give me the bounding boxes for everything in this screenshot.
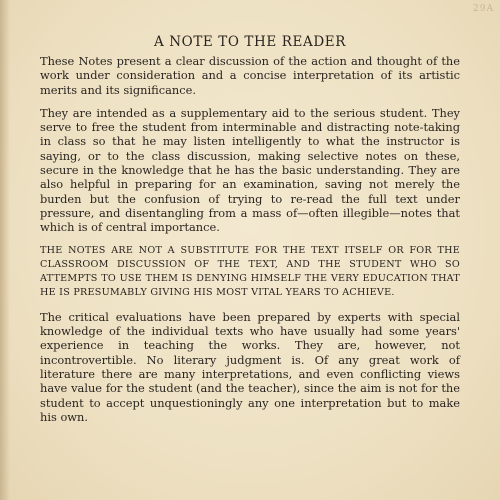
page-heading: A NOTE TO THE READER [154,34,346,50]
paragraph-warning: THE NOTES ARE NOT A SUBSTITUTE FOR THE TEXT ITSELF OR FOR THE CLASSROOM DISCUSSION OF THE TEXT, AND THE STUDENT WHO SO ATTEMPTS TO USE THEM IS DENYING HIMSELF THE VERY EDUCATION THAT HE IS PRESUMABLY GIVING HIS MOST VITAL YEARS TO ACHIEVE. [40,244,460,299]
paragraph-intro: These Notes present a clear discussion of the action and thought of the work under consideration and a concise interpretation of its artistic merits and its significance. [40,54,460,97]
page-body [40,54,460,433]
bleed-through-text: 29A [473,4,494,14]
paragraph-purpose: They are intended as a supplementary aid to the serious student. They serve to free the student from interminable and distracting note-taking in class so that he may listen intelligently to what the instructor is saying, or to the class discussion, making selective notes on these, secure in the knowledge that he has the basic understanding. They are also helpful in preparing for an examination, saving not merely the burden but the confusion of trying to re-read the full text under pressure, and disentangling from a mass of—often illegible—notes that which is of central importance. [40,105,460,235]
paragraph-evaluations: The critical evaluations have been prepared by experts with special knowledge of the individual texts who have usually had some years' experience in teaching the works. They are, however, not incontrovertible. No literary judgment is. Of any great work of literature there are many interpretations, and even conflicting views have value for the student (and the teacher), since the aim is not for the student to accept unquestioningly any one interpretation but to make his own. [40,309,460,424]
page-gutter-shadow [0,0,10,500]
